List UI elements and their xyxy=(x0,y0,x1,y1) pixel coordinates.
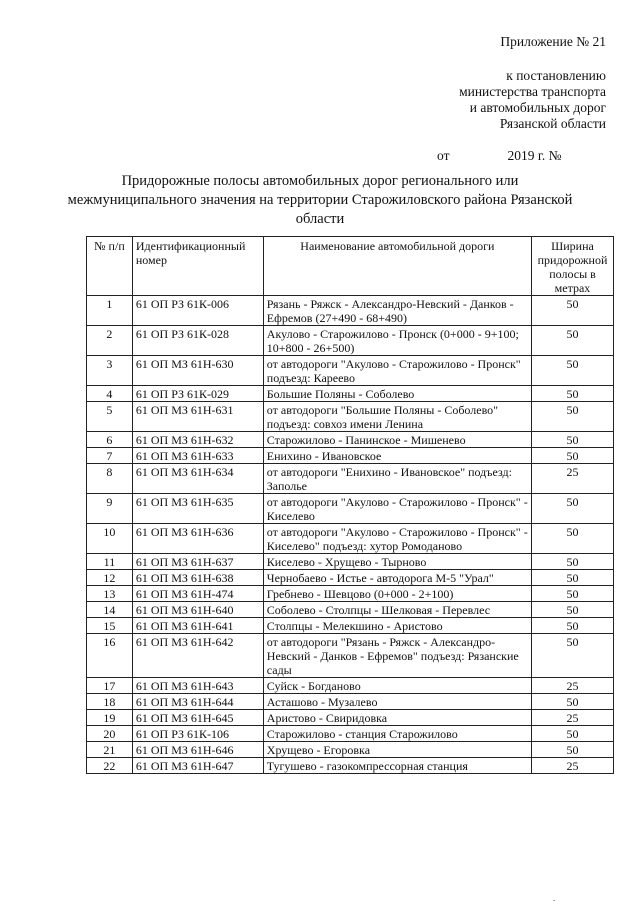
road-id: 61 ОП МЗ 61Н-643 xyxy=(132,678,263,694)
resolution-line: Рязанской области xyxy=(499,116,606,131)
road-name: Акулово - Старожилово - Пронск (0+000 - 9+100; 10+800 - 26+500) xyxy=(263,326,531,356)
road-id: 61 ОП МЗ 61Н-636 xyxy=(132,524,263,554)
appendix-number: Приложение № 21 xyxy=(500,34,606,49)
row-number: 20 xyxy=(87,726,133,742)
strip-width: 25 xyxy=(532,710,614,726)
road-id: 61 ОП МЗ 61Н-634 xyxy=(132,464,263,494)
row-number: 18 xyxy=(87,694,133,710)
strip-width: 50 xyxy=(532,432,614,448)
strip-width: 50 xyxy=(532,694,614,710)
road-id: 61 ОП МЗ 61Н-642 xyxy=(132,634,263,678)
table-row xyxy=(87,326,614,356)
date-prefix: от xyxy=(437,148,450,163)
row-number: 11 xyxy=(87,554,133,570)
table-row xyxy=(87,710,614,726)
strip-width: 50 xyxy=(532,554,614,570)
row-number: 21 xyxy=(87,742,133,758)
table-row xyxy=(87,554,614,570)
row-number: 5 xyxy=(87,402,133,432)
row-number: 13 xyxy=(87,586,133,602)
row-number: 19 xyxy=(87,710,133,726)
table-row xyxy=(87,758,614,774)
table-row xyxy=(87,448,614,464)
road-id: 61 ОП МЗ 61Н-630 xyxy=(132,356,263,386)
table-row xyxy=(87,386,614,402)
road-name: Большие Поляны - Соболево xyxy=(263,386,531,402)
strip-width: 50 xyxy=(532,356,614,386)
strip-width: 50 xyxy=(532,326,614,356)
road-id: 61 ОП МЗ 61Н-647 xyxy=(132,758,263,774)
row-number: 14 xyxy=(87,602,133,618)
strip-width: 50 xyxy=(532,742,614,758)
column-header-name: Наименование автомобильной дороги xyxy=(263,237,531,296)
table-row xyxy=(87,402,614,432)
resolution-line: министерства транспорта xyxy=(459,84,606,99)
road-name: Чернобаево - Истье - автодорога М-5 "Урал" xyxy=(263,570,531,586)
table-row xyxy=(87,742,614,758)
table-row xyxy=(87,678,614,694)
table-row xyxy=(87,494,614,524)
road-name: Старожилово - станция Старожилово xyxy=(263,726,531,742)
row-number: 12 xyxy=(87,570,133,586)
row-number: 17 xyxy=(87,678,133,694)
resolution-line: и автомобильных дорог xyxy=(469,100,606,115)
road-name: от автодороги "Большие Поляны - Соболево" подъезд: совхоз имени Ленина xyxy=(263,402,531,432)
road-id: 61 ОП РЗ 61К-029 xyxy=(132,386,263,402)
strip-width: 50 xyxy=(532,602,614,618)
table-row xyxy=(87,586,614,602)
strip-width: 50 xyxy=(532,586,614,602)
road-id: 61 ОП РЗ 61К-106 xyxy=(132,726,263,742)
row-number: 2 xyxy=(87,326,133,356)
strip-width: 25 xyxy=(532,678,614,694)
road-name: от автодороги "Акулово - Старожилово - Пронск" - Киселево xyxy=(263,494,531,524)
column-header-id: Идентификационный номер xyxy=(132,237,263,296)
column-header-number: № п/п xyxy=(87,237,133,296)
table-row xyxy=(87,726,614,742)
row-number: 10 xyxy=(87,524,133,554)
strip-width: 50 xyxy=(532,494,614,524)
road-name: Киселево - Хрущево - Тырново xyxy=(263,554,531,570)
road-name: Столпцы - Мелекшино - Аристово xyxy=(263,618,531,634)
road-name: Гребнево - Шевцово (0+000 - 2+100) xyxy=(263,586,531,602)
table-row xyxy=(87,570,614,586)
road-name: Тугушево - газокомпрессорная станция xyxy=(263,758,531,774)
resolution-date xyxy=(437,148,562,164)
strip-width: 50 xyxy=(532,634,614,678)
road-id: 61 ОП МЗ 61Н-638 xyxy=(132,570,263,586)
road-id: 61 ОП МЗ 61Н-640 xyxy=(132,602,263,618)
table-row xyxy=(87,356,614,386)
road-name: Рязань - Ряжск - Александро-Невский - Данков - Ефремов (27+490 - 68+490) xyxy=(263,296,531,326)
date-value: 2019 г. № xyxy=(507,148,562,163)
row-number: 9 xyxy=(87,494,133,524)
row-number: 15 xyxy=(87,618,133,634)
strip-width: 50 xyxy=(532,386,614,402)
road-name: Хрущево - Егоровка xyxy=(263,742,531,758)
road-id: 61 ОП МЗ 61Н-635 xyxy=(132,494,263,524)
table-row xyxy=(87,634,614,678)
row-number: 16 xyxy=(87,634,133,678)
road-id: 61 ОП МЗ 61Н-644 xyxy=(132,694,263,710)
document-title: Придорожные полосы автомобильных дорог регионального или межмуниципального значения на территории Старожиловского района Рязанской области xyxy=(67,173,573,227)
road-id: 61 ОП РЗ 61К-028 xyxy=(132,326,263,356)
row-number: 4 xyxy=(87,386,133,402)
row-number: 6 xyxy=(87,432,133,448)
table-row xyxy=(87,618,614,634)
row-number: 8 xyxy=(87,464,133,494)
table-header-row xyxy=(87,237,614,296)
road-id: 61 ОП МЗ 61Н-633 xyxy=(132,448,263,464)
resolution-line: к постановлению xyxy=(506,68,606,83)
road-name: Енихино - Ивановское xyxy=(263,448,531,464)
table-row xyxy=(87,694,614,710)
table-row xyxy=(87,602,614,618)
row-number: 3 xyxy=(87,356,133,386)
strip-width: 25 xyxy=(532,464,614,494)
road-id: 61 ОП МЗ 61Н-631 xyxy=(132,402,263,432)
road-name: Аристово - Свиридовка xyxy=(263,710,531,726)
road-id: 61 ОП МЗ 61Н-646 xyxy=(132,742,263,758)
row-number: 1 xyxy=(87,296,133,326)
column-header-width: Ширина придорожной полосы в метрах xyxy=(532,237,614,296)
road-name: Соболево - Столпцы - Шелковая - Перевлес xyxy=(263,602,531,618)
table-body xyxy=(87,296,614,774)
road-name: от автодороги "Енихино - Ивановское" подъезд: Заполье xyxy=(263,464,531,494)
strip-width: 25 xyxy=(532,758,614,774)
road-id: 61 ОП МЗ 61Н-474 xyxy=(132,586,263,602)
road-name: Старожилово - Панинское - Мишенево xyxy=(263,432,531,448)
table-row xyxy=(87,524,614,554)
strip-width: 50 xyxy=(532,524,614,554)
road-id: 61 ОП МЗ 61Н-632 xyxy=(132,432,263,448)
strip-width: 50 xyxy=(532,726,614,742)
road-id: 61 ОП МЗ 61Н-637 xyxy=(132,554,263,570)
road-name: от автодороги "Рязань - Ряжск - Александро-Невский - Данков - Ефремов" подъезд: Рязанские сады xyxy=(263,634,531,678)
row-number: 7 xyxy=(87,448,133,464)
road-name: от автодороги "Акулово - Старожилово - Пронск" подъезд: Кареево xyxy=(263,356,531,386)
road-id: 61 ОП РЗ 61К-006 xyxy=(132,296,263,326)
table-row xyxy=(87,432,614,448)
strip-width: 50 xyxy=(532,296,614,326)
table-row xyxy=(87,464,614,494)
strip-width: 50 xyxy=(532,448,614,464)
strip-width: 50 xyxy=(532,402,614,432)
road-id: 61 ОП МЗ 61Н-645 xyxy=(132,710,263,726)
scan-mark: . xyxy=(553,893,556,903)
road-name: Суйск - Богданово xyxy=(263,678,531,694)
roads-table xyxy=(86,236,614,774)
resolution-reference xyxy=(459,68,606,132)
row-number: 22 xyxy=(87,758,133,774)
strip-width: 50 xyxy=(532,570,614,586)
table-row xyxy=(87,296,614,326)
strip-width: 50 xyxy=(532,618,614,634)
road-id: 61 ОП МЗ 61Н-641 xyxy=(132,618,263,634)
road-name: Асташово - Музалево xyxy=(263,694,531,710)
road-name: от автодороги "Акулово - Старожилово - Пронск" - Киселево" подъезд: хутор Ромоданово xyxy=(263,524,531,554)
